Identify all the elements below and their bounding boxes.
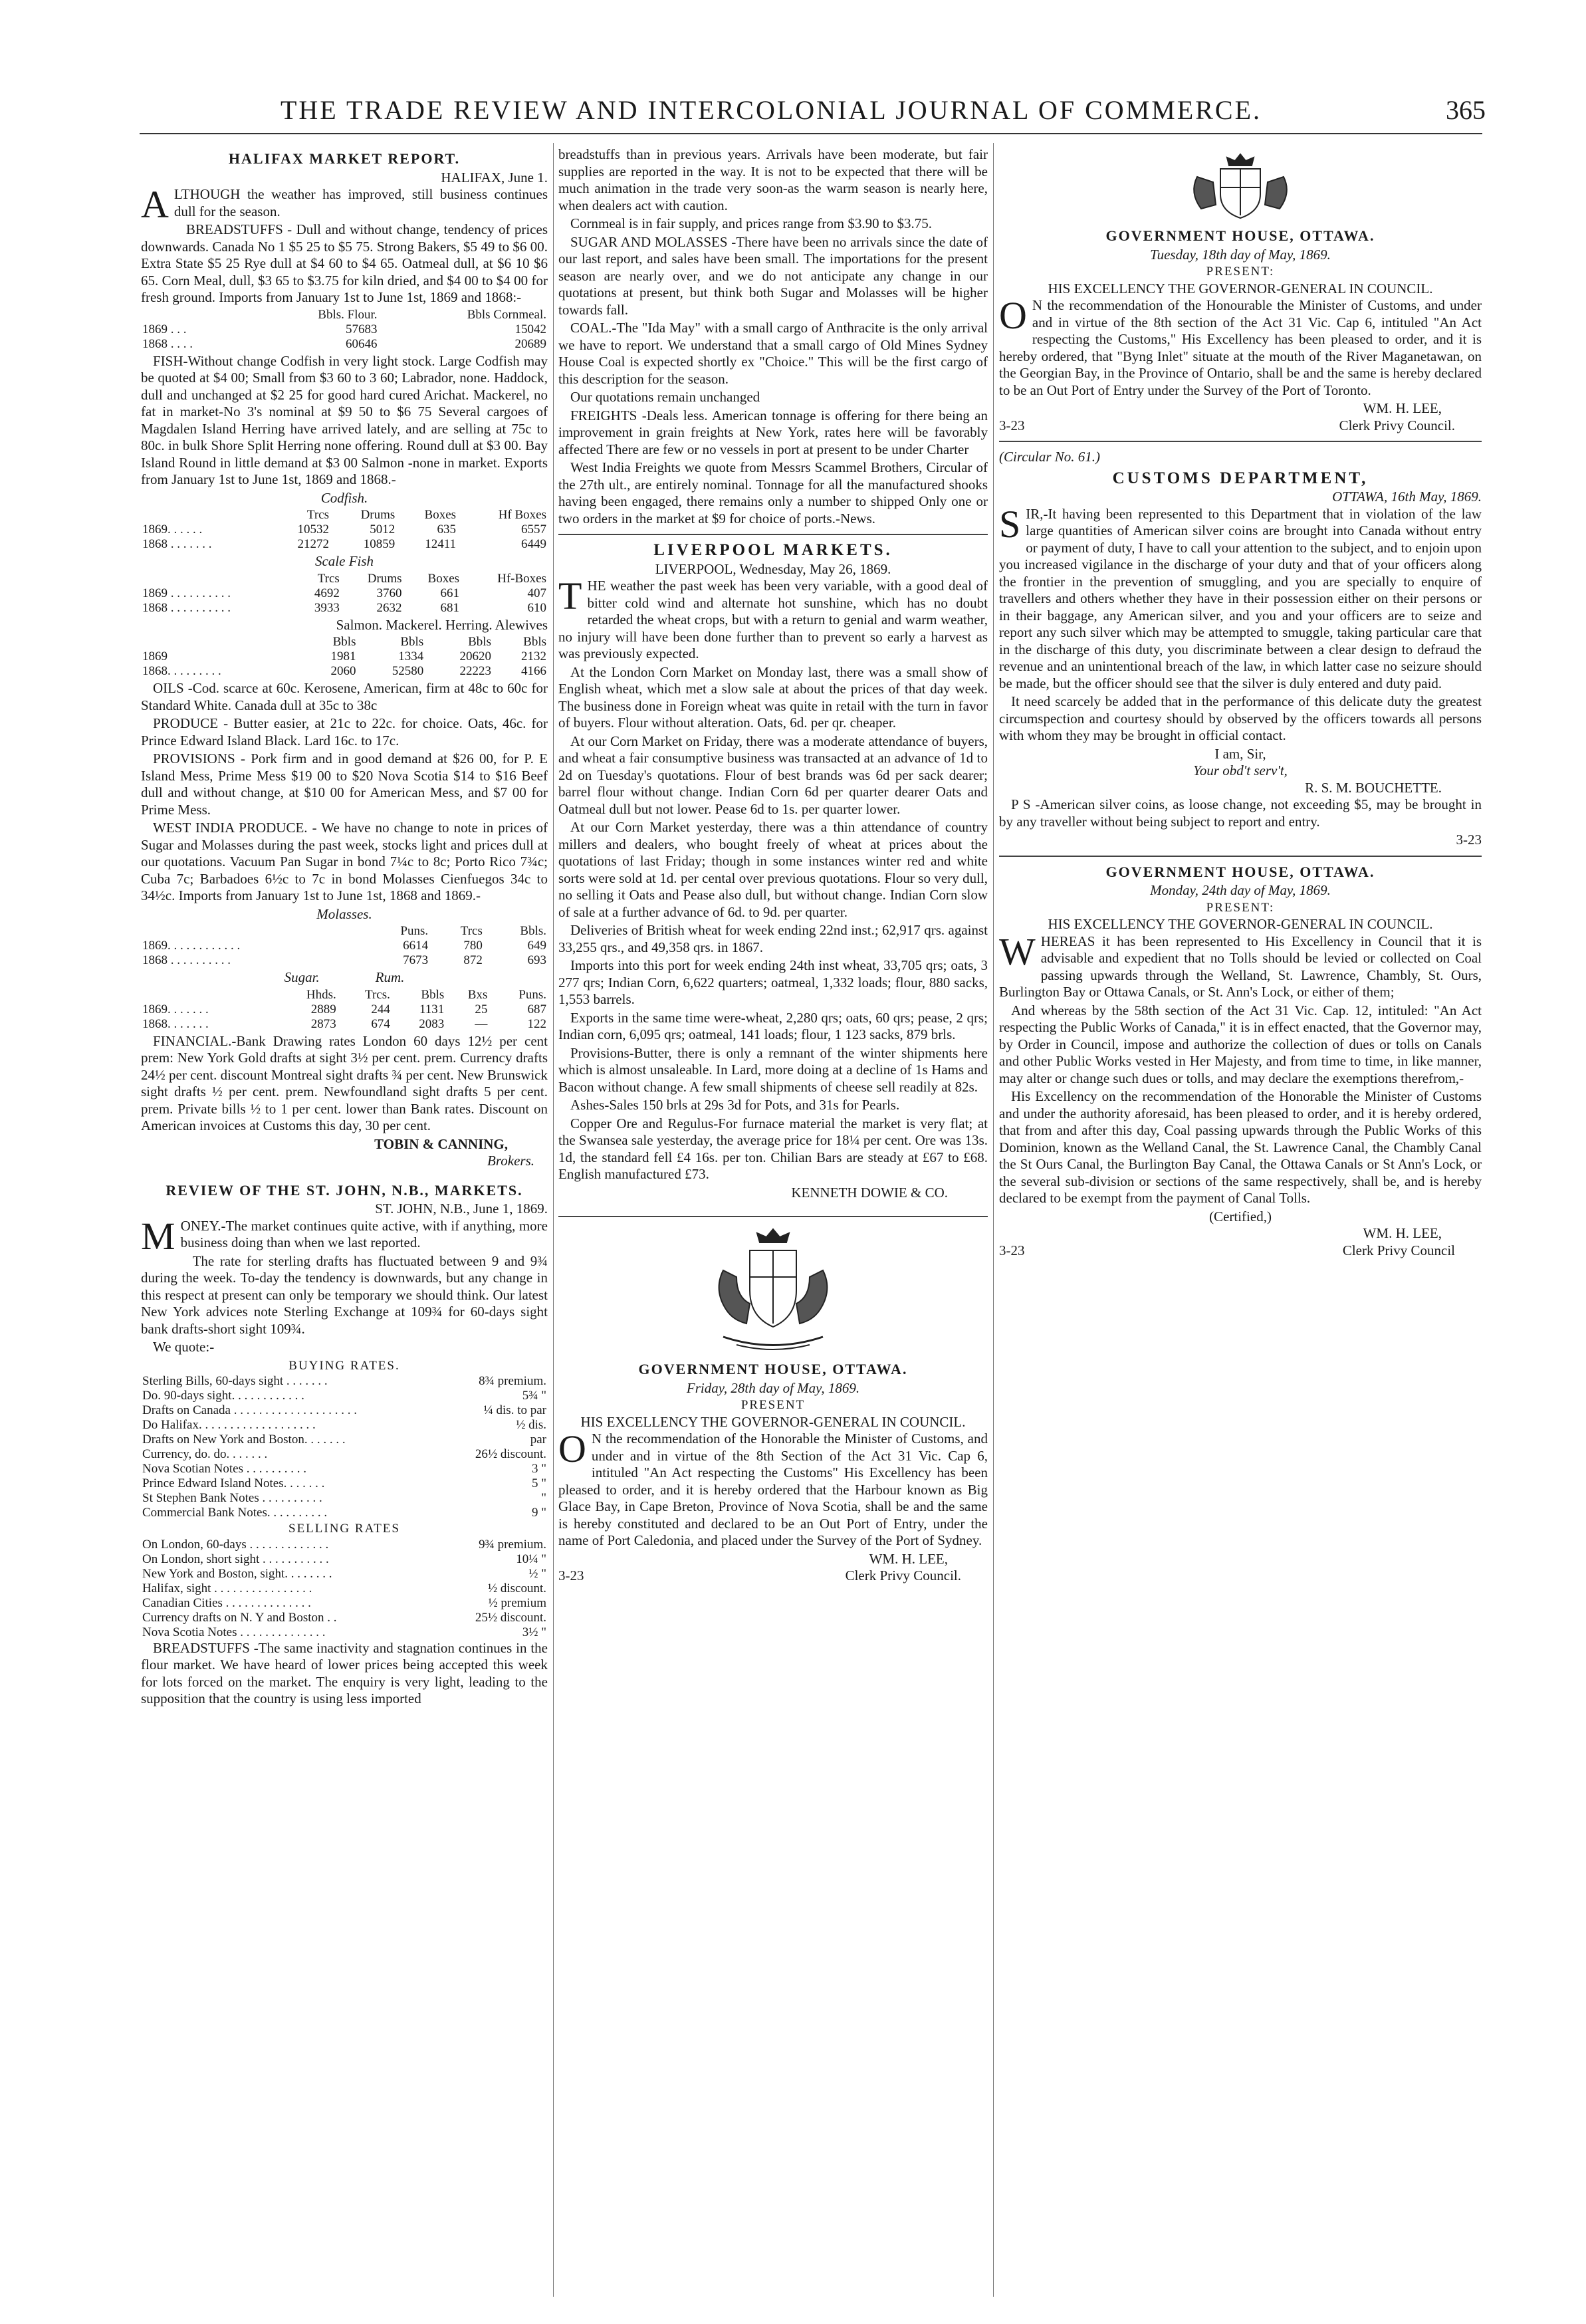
- excellency-heading: HIS EXCELLENCY THE GOVERNOR-GENERAL IN COUNCIL.: [580, 1413, 966, 1430]
- customs-title: CUSTOMS DEPARTMENT,: [1112, 469, 1369, 487]
- liverpool-dateline: LIVERPOOL, Wednesday, May 26, 1869.: [655, 560, 891, 577]
- sterling-paragraph: The rate for sterling drafts has fluctuated between 9 and 9¾ during the week. To-day the tendency is downwards, but any change in this respect at present can only be temporary we should think. Our latest New York advices note Sterling Exchange at 109¾ for 60-days sight bank drafts-short sight 109¾.: [141, 1252, 548, 1337]
- friday-market-paragraph: At our Corn Market on Friday, there was a moderate attendance of buyers, and wheat a fair consumptive business was transacted at an advance of 1d to 2d on Tuesday's quotations. Flour of best brands was 6d per sack dearer; barrel flour without change. Indian Corn 6d per quarter dearer Oats and Oatmeal dull but not lower. Pease 6d to 1s. per quarter lower.: [558, 733, 988, 817]
- halifax-title: HALIFAX MARKET REPORT.: [228, 150, 461, 167]
- table-row: Sterling Bills, 60-days sight . . . . . . . 8¾ premium.: [142, 1374, 546, 1388]
- signer-role: Clerk Privy Council: [1342, 1242, 1455, 1258]
- table-row: 1869 . . . . . . . . . . 4692 3760 661 407: [142, 586, 546, 600]
- table-row: On London, 60-days . . . . . . . . . . . . . 9¾ premium.: [142, 1537, 546, 1552]
- financial-paragraph: FINANCIAL.-Bank Drawing rates London 60 days 12½ per cent prem: New York Gold drafts at sight 3½ per cent. prem. Currency drafts 24½ per cent. discount Montreal sight drafts ¾ per cent. New Brunswick sight drafts ½ per cent. prem. Newfoundland sight drafts 5 per cent. prem. Private bills ½ to 1 per cent. lower than Bank rates. Discount on American invoices at Customs this day, 30 per cent.: [141, 1032, 548, 1133]
- running-head: [133, 93, 1486, 133]
- west-india-freights-paragraph: West India Freights we quote from Messrs Scammel Brothers, Circular of the 27th ult., are entirely nominal. Tonnage for all the manufactured shooks having been engaged, there remains only a number to shipped Only one or two orders in the market at $9 for choice of ports.-News.: [558, 459, 988, 526]
- notice-reference: 3-23: [999, 417, 1025, 433]
- table-row: Commercial Bank Notes. . . . . . . . . . 9 ": [142, 1506, 546, 1520]
- present-label: PRESENT:: [1206, 900, 1275, 915]
- gov-notice-title: GOVERNMENT HOUSE, OTTAWA.: [1105, 227, 1375, 244]
- buying-rates-table: [141, 1374, 548, 1520]
- order-paragraph: O N the recommendation of the Honorable the Minister of Customs, and under and in virtue of the 8th Section of the Act 31 Vic. Cap 6, intituled "An Act respecting the Customs" His Excellency has been pleased to order, and it is hereby ordered that the Harbour known as Big Glace Bay, in Cape Breton, Province of Nova Scotia, shall be and the same is hereby constituted and declared to be an Out Port of Entry, under the name of Port Caledonia, and placed under the Survey of the Port of Sydney.: [558, 1427, 988, 1548]
- gov-notice-date: Friday, 28th day of May, 1869.: [686, 1379, 860, 1396]
- ashes-paragraph: Ashes-Sales 150 brls at 29s 3d for Pots, and 31s for Pearls.: [570, 1097, 900, 1113]
- table-row: Drafts on New York and Boston. . . . . . . par: [142, 1433, 546, 1447]
- notice-reference: 3-23: [1456, 832, 1482, 848]
- flour-import-table: Bbls. Flour. Bbls Cornmeal. 1869 . . . 57683 15042 1868 . . . . 60646 20689: [142, 307, 546, 351]
- certified-label: (Certified,): [1209, 1208, 1272, 1224]
- table-row: St Stephen Bank Notes . . . . . . . . . . ": [142, 1491, 546, 1505]
- table-row: Currency, do. do. . . . . . . 26½ discount.: [142, 1447, 546, 1461]
- coal-paragraph: COAL.-The "Ida May" with a small cargo of Anthracite is the only arrival we have to report. We understand that a small cargo of Old Mines Sydney House Coal is expected shortly ex "Choice." This will be the first cargo of this description for the season.: [558, 320, 988, 387]
- gov-notice-title: GOVERNMENT HOUSE, OTTAWA.: [1105, 863, 1375, 880]
- halifax-intro: ALTHOUGH the weather has improved, still business continues dull for the season.: [141, 183, 548, 226]
- excellency-heading: HIS EXCELLENCY THE GOVERNOR-GENERAL IN COUNCIL.: [1048, 280, 1433, 296]
- exports-paragraph: Exports in the same time were-wheat, 2,280 qrs; oats, 60 qrs; pease, 2 qrs; Indian corn, 6,095 qrs; oatmeal, 141 loads; flour, 1 123 sacks, 879 brls.: [558, 1009, 988, 1042]
- whereas-paragraph: WHEREAS it has been represented to His Excellency in Council that it is advisable and expedient that no Tolls should be levied or collected on Coal passing upwards through the Welland, St. Lawrence, Chambly, St. Ours, Burlington Bay or Ottawa Canals, or St. Ann's Lock, or either of them;: [999, 929, 1482, 1000]
- section-rule: [999, 441, 1482, 442]
- provisions-paragraph: PROVISIONS - Pork firm and in good demand at $26 00, for P. E Island Mess, Prime Mess $19 00 to $20 Nova Scotia $14 to $16 Beef dull and without change, at $10 00 for American Mess, and $7 00 for Prime Mess.: [141, 751, 548, 818]
- customs-dateline: OTTAWA, 16th May, 1869.: [1332, 489, 1482, 505]
- salmon-table: Bbls Bbls Bbls Bbls 1869 1981 1334 20620 2132 1868. . . . . . . . . 2060 52580 22223 4166: [142, 635, 546, 678]
- scale-fish-table: Trcs Drums Boxes Hf-Boxes 1869 . . . . . . . . . . 4692 3760 661 407 1868 . . . . . . . . . . 3933 2632 681 610: [142, 571, 546, 615]
- table-row: 1868 . . . . . . . . . . 3933 2632 681 610: [142, 600, 546, 615]
- table-row: 1869. . . . . . . . . . . . 6614 780 649: [142, 939, 546, 953]
- oils-paragraph: OILS -Cod. scarce at 60c. Kerosene, American, firm at 48c to 60c for Standard White. Canada dull at 35c to 38c: [141, 680, 548, 713]
- column-2: [558, 146, 988, 2293]
- table-row: Nova Scotia Notes . . . . . . . . . . . . . . 3½ ": [142, 1625, 546, 1639]
- provisions-paragraph: Provisions-Butter, there is only a remnant of the winter shipments here which is almost unsaleable. In Lard, more doing at a decline of 1s Hams and Bacon without change. A few small shipments of cheese sell readily at 82s.: [558, 1044, 988, 1095]
- deliveries-paragraph: Deliveries of British wheat for week ending 22nd inst.; 62,917 qrs. against 33,255 qrs., and 49,358 qrs. in 1867.: [558, 922, 988, 955]
- quotations-note: Our quotations remain unchanged: [570, 389, 760, 405]
- table-row: 1868 . . . . 60646 20689: [142, 336, 546, 351]
- circular-number: (Circular No. 61.): [999, 449, 1101, 465]
- cornmeal-paragraph: Cornmeal is in fair supply, and prices range from $3.90 to $3.75.: [570, 215, 932, 231]
- notice-footer: [999, 417, 1482, 435]
- yesterday-market-paragraph: At our Corn Market yesterday, there was a thin attendance of country millers and dealers, who bought freely of wheat at prices about the quotations of last Friday; though in some instances winter red and white sorts were sold at 1d. per cental over previous quotations. Flour so very dull, no selling it Oats and Pease also dull, but without change. Indian Corn slow of sale at a further advance of 6d. to 9d. per quarter.: [558, 819, 988, 920]
- table-caption: Codfish.: [320, 489, 368, 506]
- customs-postscript: P S -American silver coins, as loose change, not exceeding $5, may be brought in by any traveller without being subject to report and entry.: [999, 796, 1482, 830]
- sugar-rum-table: Hhds. Trcs. Bbls Bxs Puns. 1869. . . . . . . 2889 244 1131 25 687 1868. . . . . . . 2873 674 2083 — 122: [142, 987, 546, 1031]
- signer-name: WM. H. LEE,: [1363, 400, 1442, 416]
- order-paragraph: O N the recommendation of the Honourable the Minister of Customs, and under and in virtue of the 8th section of the Act 31 Vic. Cap 6, intituled "An Act respecting the Customs," His Excellency has been pleased to order, and it is hereby ordered, that "Byng Inlet" situate at the mouth of the River Maganetawan, on the Georgian Bay, in the Province of Ontario, shall be and the same is hereby declared to be an Out Port of Entry under the Survey of the Port of Toronto.: [999, 294, 1482, 398]
- quote-intro: We quote:-: [153, 1339, 215, 1355]
- notice-reference: 3-23: [999, 1242, 1025, 1258]
- table-row: Nova Scotian Notes . . . . . . . . . . 3 ": [142, 1462, 546, 1476]
- table-row: Canadian Cities . . . . . . . . . . . . . . ½ premium: [142, 1595, 546, 1610]
- table-row: 1868. . . . . . . . . 2060 52580 22223 4166: [142, 664, 546, 678]
- drop-cap: O: [999, 294, 1027, 337]
- order-paragraph: His Excellency on the recommendation of the Honorable the Minister of Customs and under the authority aforesaid, has been pleased to order, and it is hereby ordered, that from and after this day, Coal passing upwards through the Public Works of this Dominion, known as the Welland Canal, the St. Lawrence Canal, the Chambly Canal the St Ours Canal, the Burlington Bay Canal, the Ottawa Canals or St Ann's Lock, or the several sub-division or sections of the same respectively, shall be, and is hereby declared to be exempt from the payment of Canal Tolls.: [999, 1088, 1482, 1206]
- table-row: Currency drafts on N. Y and Boston . . 25½ discount.: [142, 1610, 546, 1625]
- royal-crest-icon: [1184, 150, 1297, 223]
- breadstuffs-continued: breadstuffs than in previous years. Arrivals have been moderate, but fair supplies are reported in the way. It is not to be expected that there will be much animation in the trade very soon-as the warm season is nearly here, when dealers act with caution.: [558, 146, 988, 213]
- liverpool-intro: THE weather the past week has been very variable, with a good deal of bitter cold wind and alternate hot sunshine, which has no doubt retarded the wheat crops, but with a return to genial and warm weather, no injury will have been done further than to prevent so early a harvest as was previously expected.: [558, 574, 988, 661]
- stjohn-breadstuffs-paragraph: BREADSTUFFS -The same inactivity and stagnation continues in the flour market. We have heard of lower prices being accepted this week for lots forced on the market. The enquiry is very light, leading to the supposition that the country is using less imported: [141, 1639, 548, 1706]
- liverpool-signature: KENNETH DOWIE & CO.: [791, 1184, 948, 1201]
- codfish-table: Trcs Drums Boxes Hf Boxes 1869. . . . . . 10532 5012 635 6557 1868 . . . . . . . 21272 10859 12411 6449: [142, 508, 546, 551]
- gov-notice-date: Monday, 24th day of May, 1869.: [1150, 882, 1331, 898]
- halifax-signature: TOBIN & CANNING,: [374, 1135, 508, 1152]
- table-caption: Sugar. Rum.: [284, 969, 405, 985]
- liverpool-title: LIVERPOOL MARKETS.: [653, 541, 893, 559]
- act-paragraph: And whereas by the 58th section of the Act 31 Vic. Cap. 12, intituled: "An Act respecting the Public Works of Canada," it is in effect enacted, that the Governor may, by Order in Council, impose and authorize the collection of dues or tolls on Canals and other Public Works vested in Her Majesty, and from time to time, in like manner, may alter or change such dues or tolls, and may declare the exemptions therefrom,-: [999, 1002, 1482, 1086]
- table-row: 1868. . . . . . . 2873 674 2083 — 122: [142, 1016, 546, 1031]
- molasses-table: Puns. Trcs Bbls. 1869. . . . . . . . . . . . 6614 780 649 1868 . . . . . . . . . . 7673 872 693: [142, 924, 546, 967]
- column-3: [999, 146, 1482, 2293]
- table-row: 1869. . . . . . . 2889 244 1131 25 687: [142, 1002, 546, 1016]
- column-divider: [993, 143, 994, 2297]
- stjohn-intro: MONEY.-The market continues quite active, with if anything, more business doing than when we last reported.: [141, 1214, 548, 1258]
- journal-title: THE TRADE REVIEW AND INTERCOLONIAL JOURNAL OF COMMERCE.: [280, 95, 1262, 125]
- table-row: 1869. . . . . . 10532 5012 635 6557: [142, 523, 546, 536]
- drop-cap: O: [558, 1427, 586, 1470]
- royal-coat-of-arms-icon: [697, 1224, 850, 1357]
- sugar-paragraph: SUGAR AND MOLASSES -There have been no arrivals since the date of our last report, and sales have been small. The importations for the present season are nearly over, and we do not anticipate any change in our quotations at present, but think both Sugar and Molasses will be higher towards fall.: [558, 233, 988, 318]
- drop-cap: S: [999, 502, 1021, 546]
- column-1: [141, 146, 548, 2293]
- salutation: I am, Sir,: [1214, 745, 1266, 762]
- buying-rates-title: BUYING RATES.: [288, 1358, 400, 1373]
- page-number: 365: [1446, 95, 1486, 125]
- present-label: PRESENT: [740, 1398, 806, 1412]
- breadstuffs-paragraph: BREADSTUFFS - Dull and without change, tendency of prices downwards. Canada No 1 $5 25 to $5 75. Strong Bakers, $5 49 to $6 00. Extra State $5 25 Rye dull at $4 60 to $4 65. Oatmeal dull, at $6 10 $6 65. Corn Meal, dull, $3 65 to $3.75 for kiln dried, and $4 00 to $4 00 for fresh ground. Imports from January 1st to June 1st, 1869 and 1868:-: [141, 221, 548, 305]
- notice-footer: [999, 1242, 1482, 1260]
- drop-cap: A: [141, 183, 169, 226]
- valediction: Your obd't serv't,: [1193, 762, 1288, 778]
- signer-role: Clerk Privy Council.: [1339, 417, 1455, 433]
- table-row: Drafts on Canada . . . . . . . . . . . . . . . . . . . . ¼ dis. to par: [142, 1403, 546, 1417]
- notice-footer: [558, 1568, 988, 1585]
- west-india-paragraph: WEST INDIA PRODUCE. - We have no change to note in prices of Sugar and Molasses during the past week, stocks light and prices dull at our quotations. Vacuum Pan Sugar in bond 7¼c to 8c; Porto Rico 7¾c; Cuba 7c; Barbadoes 6½c to 7c in bond Molasses Cienfuegos 34c to 34½c. Imports from January 1st to June 1st, 1868 and 1869.-: [141, 820, 548, 903]
- table-caption: Salmon. Mackerel. Herring. Alewives: [336, 616, 548, 633]
- selling-rates-table: [141, 1538, 548, 1640]
- table-caption: Scale Fish: [314, 553, 374, 569]
- fish-paragraph: FISH-Without change Codfish in very light stock. Large Codfish may be quoted at $4 00; Small from $3 60 to 3 60; Labrador, none. Haddock, dull and unchanged at $2 25 for good hard cured Arichat. Mackerel, no fat in market-No 3's nominal at $9 50 to $6 75 Several cargoes of Magdalen Island Herring have arrived lately, and are selling at 75c to 80c. in bulk Shore Split Herring none offering. Round dull at $3 00. Bay Island Round in little demand at $3 00 Salmon -none in market. Exports from January 1st to June 1st, 1869 and 1868.-: [141, 352, 548, 487]
- produce-paragraph: PRODUCE - Butter easier, at 21c to 22c. for choice. Oats, 46c. for Prince Edward Island Black. Lard 16c. to 17c.: [141, 715, 548, 749]
- present-label: PRESENT:: [1206, 265, 1275, 279]
- london-corn-paragraph: At the London Corn Market on Monday last, there was a small show of English wheat, which met a slow sale at about the prices of that day week. The business done in Foreign wheat was quite in retail with the turn in favor of buyers. Flour without alteration. Oats, 6d. per qr. cheaper.: [558, 663, 988, 731]
- notice-reference: 3-23: [558, 1568, 584, 1583]
- signer-role: Clerk Privy Council.: [845, 1568, 961, 1583]
- section-rule: [558, 1216, 988, 1217]
- table-row: 1868 . . . . . . . . . . 7673 872 693: [142, 953, 546, 967]
- signer-name: WM. H. LEE,: [1363, 1225, 1442, 1241]
- drop-cap: W: [999, 929, 1036, 973]
- column-divider: [553, 143, 554, 2297]
- excellency-heading: HIS EXCELLENCY THE GOVERNOR-GENERAL IN COUNCIL.: [1048, 916, 1433, 932]
- table-caption: Molasses.: [316, 905, 372, 922]
- customs-signer: R. S. M. BOUCHETTE.: [1305, 779, 1442, 796]
- table-row: 1869 . . . 57683 15042: [142, 322, 546, 336]
- drop-cap: M: [141, 1214, 175, 1258]
- selling-rates-title: SELLING RATES: [288, 1522, 400, 1536]
- customs-letter-closing-paragraph: It need scarcely be added that in the performance of this delicate duty the greatest circumspection and courtesy should by observed by the officers towards all persons with whom they may be brought in official contact.: [999, 693, 1482, 743]
- imports-paragraph: Imports into this port for week ending 24th inst wheat, 33,705 qrs; oats, 3 277 qrs; Indian Corn, 6,622 quarters; oatmeal, 1,332 loads; flour, 880 sacks, 1,553 barrels.: [558, 957, 988, 1007]
- drop-cap: T: [558, 574, 582, 618]
- section-rule: [999, 856, 1482, 857]
- halifax-dateline: HALIFAX, June 1.: [441, 169, 548, 185]
- table-row: Halifax, sight . . . . . . . . . . . . . . . . ½ discount.: [142, 1581, 546, 1595]
- table-row: 1868 . . . . . . . 21272 10859 12411 6449: [142, 537, 546, 551]
- freights-paragraph: FREIGHTS -Deals less. American tonnage is offering for there being an improvement in grain freights at New York, rates here will be favorably affected There are few or no vessels in port at present to be under Charter: [558, 407, 988, 457]
- table-row: 1869 1981 1334 20620 2132: [142, 649, 546, 663]
- gov-notice-date: Tuesday, 18th day of May, 1869.: [1150, 246, 1331, 263]
- table-row: Do Halifax. . . . . . . . . . . . . . . . . . . ½ dis.: [142, 1418, 546, 1432]
- stjohn-dateline: ST. JOHN, N.B., June 1, 1869.: [375, 1201, 548, 1217]
- gov-notice-title: GOVERNMENT HOUSE, OTTAWA.: [638, 1361, 908, 1377]
- copper-paragraph: Copper Ore and Regulus-For furnace material the market is very flat; at the Swansea sale yesterday, the average price for 18¼ per cent. Ore was 13s. 1d, the standard fell £4 16s. per ton. Chilian Bars are steady at £67 to £68. English manufactured £73.: [558, 1115, 988, 1182]
- signer-name: WM. H. LEE,: [869, 1550, 948, 1567]
- table-row: On London, short sight . . . . . . . . . . . 10¼ ": [142, 1552, 546, 1566]
- table-row: New York and Boston, sight. . . . . . . . ½ ": [142, 1566, 546, 1581]
- header-rule: [140, 133, 1482, 134]
- table-row: Do. 90-days sight. . . . . . . . . . . . 5¾ ": [142, 1389, 546, 1403]
- customs-letter: SIR,-It having been represented to this Department that in violation of the law large quantities of American silver coins are brought into Canada without entry or payment of duty, I have to call your attention to the subject, and to enjoin upon you increased vigilance in the discharge of your duty and that of your officers along the frontier in the prevention of smuggling, and you are specially to enquire of travellers and others whether they have in their possession either on their persons or in their baggage, any American silver, and you and your officers are to seize and report any such silver which may be attempted to smuggle, taking particular care that in the discharge of this duty, you discriminate between a clear design to defraud the revenue and an unintentional breach of the law, in which latter case no seizure should be made, but the officer should see that the silver is duly entered and duty paid.: [999, 502, 1482, 691]
- halifax-signature-role: Brokers.: [487, 1153, 534, 1169]
- section-rule: [558, 534, 988, 535]
- table-row: Prince Edward Island Notes. . . . . . . 5 ": [142, 1476, 546, 1490]
- stjohn-title: REVIEW OF THE ST. JOHN, N.B., MARKETS.: [166, 1181, 523, 1199]
